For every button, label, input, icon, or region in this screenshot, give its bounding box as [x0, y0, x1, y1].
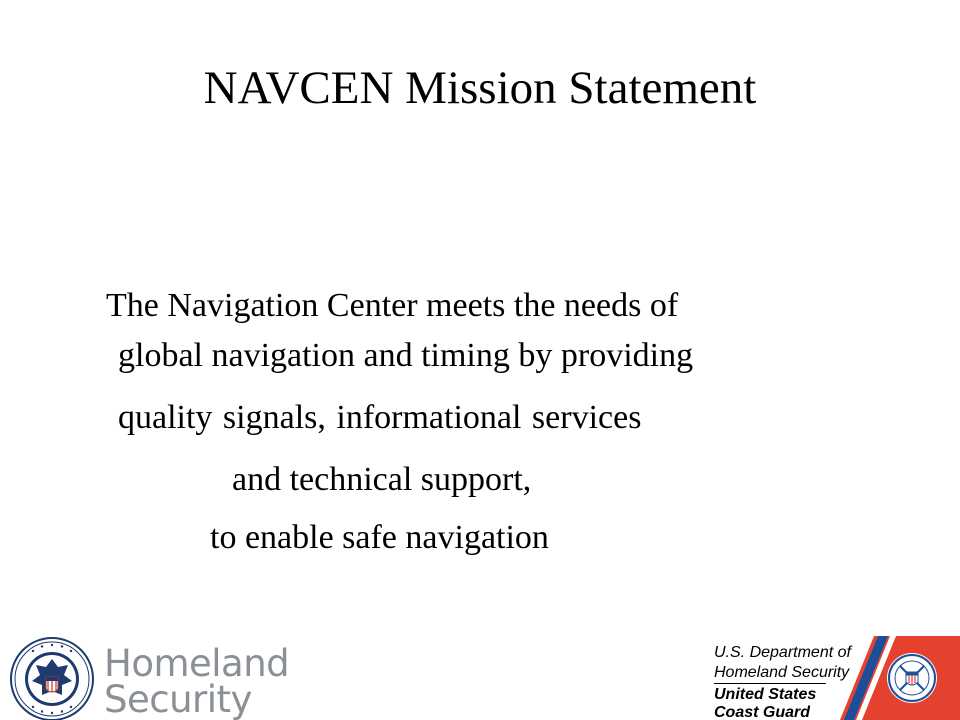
uscg-name-line-1: United States [714, 686, 817, 703]
mission-line-5: to enable safe navigation [210, 519, 549, 556]
uscg-dept-line-2: Homeland Security [714, 664, 850, 681]
mission-line-3: quality signals, informational services [118, 399, 642, 436]
uscg-name-line-2: Coast Guard [714, 704, 811, 720]
coast-guard-emblem-icon [840, 636, 960, 720]
mission-line-1: The Navigation Center meets the needs of [106, 287, 679, 324]
dhs-seal-icon [10, 637, 94, 720]
uscg-dept-line-1: U.S. Department of [714, 644, 851, 661]
mission-line-4: and technical support, [232, 461, 532, 498]
dhs-wordmark-security: Security [104, 678, 252, 720]
mission-line-2: global navigation and timing by providing [118, 337, 694, 374]
slide-title: NAVCEN Mission Statement [203, 62, 757, 114]
dhs-wordmark-homeland: Homeland [104, 642, 290, 685]
uscg-divider [714, 683, 826, 684]
